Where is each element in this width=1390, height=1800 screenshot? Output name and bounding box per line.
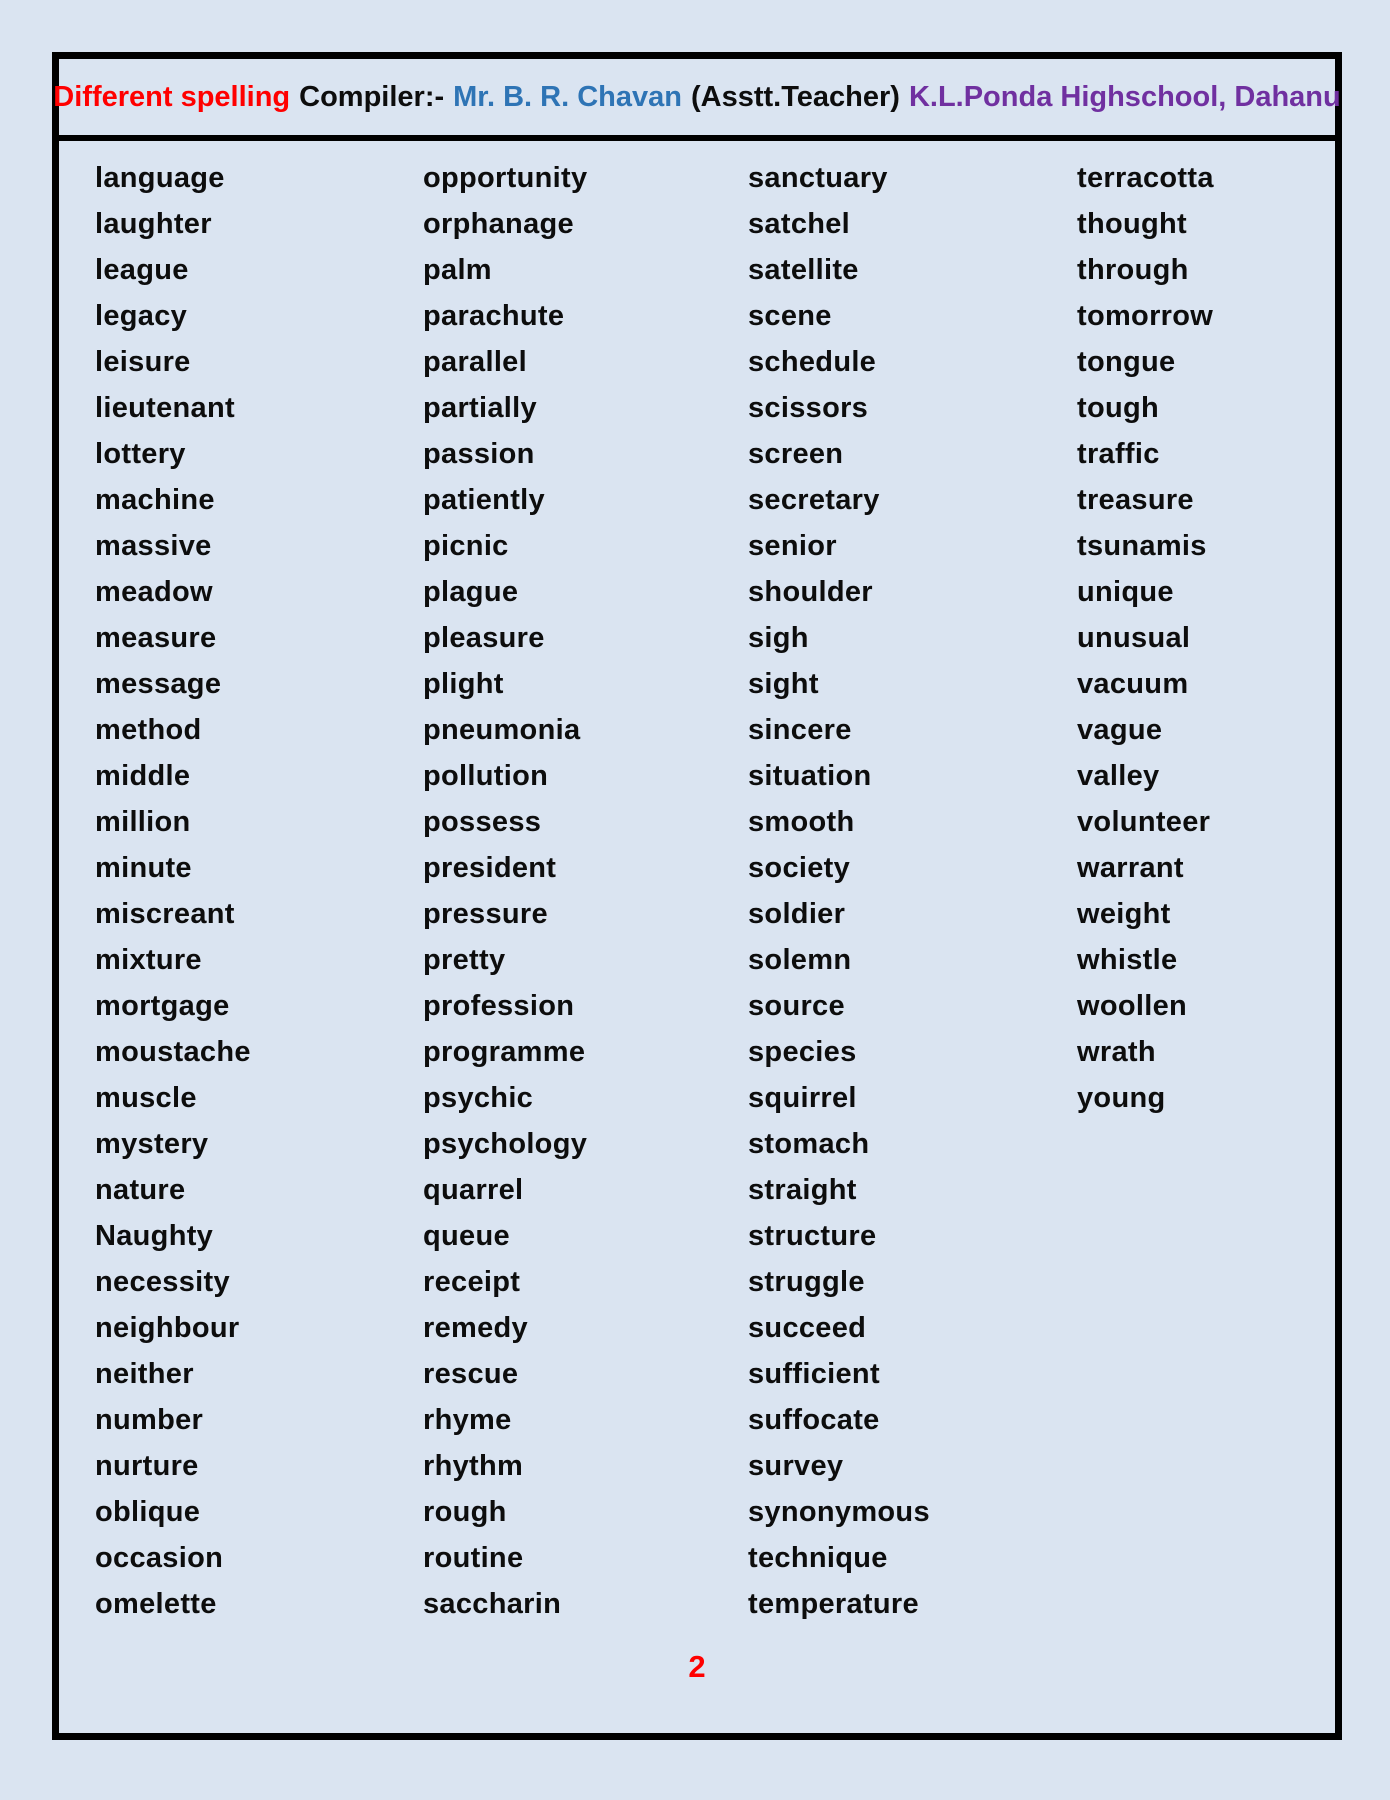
word-item: scene bbox=[748, 299, 832, 332]
word-item: satellite bbox=[748, 253, 859, 286]
word-item: young bbox=[1077, 1081, 1166, 1114]
word-column-1 bbox=[95, 155, 423, 1627]
word-item: psychology bbox=[423, 1127, 588, 1160]
word-item: traffic bbox=[1077, 437, 1160, 470]
word-item: Naughty bbox=[95, 1219, 214, 1252]
word-item: sanctuary bbox=[748, 161, 888, 194]
word-item: warrant bbox=[1077, 851, 1184, 884]
word-item: squirrel bbox=[748, 1081, 857, 1114]
word-item: lieutenant bbox=[95, 391, 235, 424]
word-item: whistle bbox=[1077, 943, 1178, 976]
word-item: mystery bbox=[95, 1127, 209, 1160]
word-item: possess bbox=[423, 805, 542, 838]
word-item: shoulder bbox=[748, 575, 873, 608]
word-item: laughter bbox=[95, 207, 212, 240]
word-item: method bbox=[95, 713, 202, 746]
word-item: soldier bbox=[748, 897, 846, 930]
word-item: unique bbox=[1077, 575, 1174, 608]
word-item: measure bbox=[95, 621, 217, 654]
word-grid bbox=[59, 141, 1335, 1627]
word-item: scissors bbox=[748, 391, 869, 424]
word-item: rough bbox=[423, 1495, 507, 1528]
word-item: situation bbox=[748, 759, 872, 792]
word-item: pretty bbox=[423, 943, 506, 976]
word-item: rhythm bbox=[423, 1449, 524, 1482]
word-item: neighbour bbox=[95, 1311, 240, 1344]
word-item: species bbox=[748, 1035, 857, 1068]
word-item: lottery bbox=[95, 437, 186, 470]
word-item: league bbox=[95, 253, 189, 286]
word-item: tongue bbox=[1077, 345, 1176, 378]
word-item: synonymous bbox=[748, 1495, 930, 1528]
word-item: sight bbox=[748, 667, 819, 700]
word-item: through bbox=[1077, 253, 1189, 286]
word-item: routine bbox=[423, 1541, 524, 1574]
word-item: machine bbox=[95, 483, 215, 516]
word-item: psychic bbox=[423, 1081, 534, 1114]
word-item: pneumonia bbox=[423, 713, 581, 746]
word-item: tough bbox=[1077, 391, 1160, 424]
page-number: 2 bbox=[688, 1649, 706, 1684]
word-item: neither bbox=[95, 1357, 194, 1390]
word-item: solemn bbox=[748, 943, 852, 976]
word-item: nature bbox=[95, 1173, 186, 1206]
word-item: technique bbox=[748, 1541, 888, 1574]
word-item: remedy bbox=[423, 1311, 528, 1344]
word-item: unusual bbox=[1077, 621, 1191, 654]
word-item: language bbox=[95, 161, 225, 194]
word-item: leisure bbox=[95, 345, 191, 378]
word-item: moustache bbox=[95, 1035, 251, 1068]
word-item: meadow bbox=[95, 575, 213, 608]
word-item: satchel bbox=[748, 207, 851, 240]
word-item: struggle bbox=[748, 1265, 865, 1298]
word-item: minute bbox=[95, 851, 192, 884]
word-item: saccharin bbox=[423, 1587, 562, 1620]
word-item: omelette bbox=[95, 1587, 217, 1620]
word-item: necessity bbox=[95, 1265, 230, 1298]
word-item: pollution bbox=[423, 759, 549, 792]
word-item: weight bbox=[1077, 897, 1171, 930]
word-item: palm bbox=[423, 253, 492, 286]
word-item: parachute bbox=[423, 299, 565, 332]
word-item: smooth bbox=[748, 805, 855, 838]
word-item: secretary bbox=[748, 483, 880, 516]
word-item: woollen bbox=[1077, 989, 1188, 1022]
word-item: screen bbox=[748, 437, 844, 470]
word-item: programme bbox=[423, 1035, 586, 1068]
word-item: pleasure bbox=[423, 621, 545, 654]
header-designation: (Asstt.Teacher) bbox=[690, 80, 900, 113]
word-item: valley bbox=[1077, 759, 1160, 792]
word-item: temperature bbox=[748, 1587, 919, 1620]
word-item: volunteer bbox=[1077, 805, 1211, 838]
word-item: passion bbox=[423, 437, 535, 470]
document-frame bbox=[52, 52, 1342, 1740]
word-item: sincere bbox=[748, 713, 852, 746]
word-item: parallel bbox=[423, 345, 527, 378]
word-item: profession bbox=[423, 989, 575, 1022]
header-compiler-name: Mr. B. R. Chavan bbox=[453, 80, 682, 113]
word-item: mixture bbox=[95, 943, 202, 976]
word-item: schedule bbox=[748, 345, 877, 378]
document-header bbox=[53, 59, 1341, 141]
word-item: plight bbox=[423, 667, 504, 700]
word-item: massive bbox=[95, 529, 212, 562]
word-column-2 bbox=[423, 155, 748, 1627]
word-item: queue bbox=[423, 1219, 510, 1252]
word-item: mortgage bbox=[95, 989, 230, 1022]
word-item: number bbox=[95, 1403, 204, 1436]
word-item: source bbox=[748, 989, 845, 1022]
header-title: Different spelling bbox=[53, 80, 291, 113]
word-item: terracotta bbox=[1077, 161, 1214, 194]
word-item: vacuum bbox=[1077, 667, 1189, 700]
word-item: oblique bbox=[95, 1495, 201, 1528]
word-item: million bbox=[95, 805, 191, 838]
word-item: opportunity bbox=[423, 161, 588, 194]
word-item: sigh bbox=[748, 621, 809, 654]
word-item: stomach bbox=[748, 1127, 870, 1160]
word-item: treasure bbox=[1077, 483, 1194, 516]
header-compiler-label: Compiler:- bbox=[299, 80, 445, 113]
word-item: partially bbox=[423, 391, 537, 424]
word-item: straight bbox=[748, 1173, 857, 1206]
word-item: occasion bbox=[95, 1541, 224, 1574]
word-item: succeed bbox=[748, 1311, 867, 1344]
word-item: muscle bbox=[95, 1081, 197, 1114]
word-item: tomorrow bbox=[1077, 299, 1214, 332]
word-item: receipt bbox=[423, 1265, 521, 1298]
word-item: nurture bbox=[95, 1449, 199, 1482]
word-item: picnic bbox=[423, 529, 509, 562]
word-item: patiently bbox=[423, 483, 545, 516]
word-item: structure bbox=[748, 1219, 877, 1252]
header-school: K.L.Ponda Highschool, Dahanu bbox=[908, 80, 1341, 113]
word-item: wrath bbox=[1077, 1035, 1156, 1068]
word-item: sufficient bbox=[748, 1357, 880, 1390]
word-item: senior bbox=[748, 529, 837, 562]
word-item: pressure bbox=[423, 897, 548, 930]
word-item: vague bbox=[1077, 713, 1163, 746]
word-item: quarrel bbox=[423, 1173, 524, 1206]
word-item: middle bbox=[95, 759, 191, 792]
word-item: orphanage bbox=[423, 207, 574, 240]
word-item: survey bbox=[748, 1449, 844, 1482]
word-item: suffocate bbox=[748, 1403, 880, 1436]
word-item: tsunamis bbox=[1077, 529, 1207, 562]
word-item: rescue bbox=[423, 1357, 519, 1390]
word-item: society bbox=[748, 851, 851, 884]
word-item: plague bbox=[423, 575, 519, 608]
word-item: legacy bbox=[95, 299, 188, 332]
word-item: message bbox=[95, 667, 222, 700]
word-column-4 bbox=[1077, 155, 1335, 1627]
word-item: thought bbox=[1077, 207, 1187, 240]
word-item: miscreant bbox=[95, 897, 235, 930]
word-item: rhyme bbox=[423, 1403, 512, 1436]
word-column-3 bbox=[748, 155, 1077, 1627]
word-item: president bbox=[423, 851, 557, 884]
